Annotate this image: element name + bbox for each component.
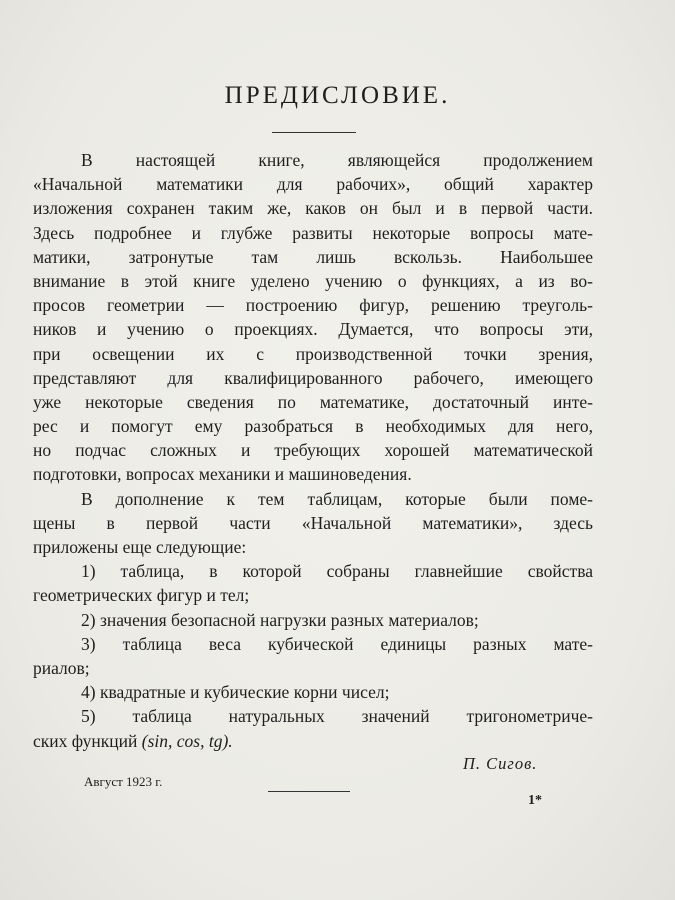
text-line: представляют для квалифицированного рабочего, имеющего: [33, 367, 593, 388]
preface-body: [33, 148, 593, 753]
text-line: Здесь подробнее и глубже развиты некоторые вопросы мате-: [33, 222, 593, 243]
text-line: 1) таблица, в которой собраны главнейшие свойства: [81, 561, 593, 582]
text-line: 2) значения безопасной нагрузки разных материалов;: [81, 609, 479, 630]
function-list: (sin, cos, tg).: [141, 730, 233, 751]
paragraph: [33, 559, 593, 607]
text-line: риалов;: [33, 657, 90, 678]
text-line: подготовки, вопросах механики и машиноведения.: [33, 464, 412, 485]
paragraph: [33, 608, 593, 632]
title-divider: [272, 132, 356, 133]
text-line: В настоящей книге, являющейся продолжением: [81, 150, 593, 170]
text-line: рес и помогут ему разобраться в необходимых для него,: [33, 416, 593, 437]
text-line: 5) таблица натуральных значений тригонометриче-: [81, 706, 593, 727]
page-signature-mark: 1*: [528, 793, 542, 808]
text-line: щены в первой части «Начальной математики», здесь: [33, 512, 593, 533]
paragraph: [33, 704, 593, 752]
text-line: просов геометрии — построению фигур, решению треуголь-: [33, 295, 593, 316]
text-line: при освещении их с производственной точки зрения,: [33, 343, 593, 364]
date-line: Август 1923 г.: [84, 774, 163, 789]
author-signature: П. Сигов.: [463, 754, 538, 773]
text-line: изложения сохранен таким же, каков он был и в первой части.: [33, 198, 593, 219]
date-divider: [268, 791, 350, 792]
text-line: 4) квадратные и кубические корни чисел;: [81, 682, 390, 703]
text-line: 3) таблица веса кубической единицы разных мате-: [81, 633, 593, 654]
text-line: но подчас сложных и требующих хорошей математической: [33, 440, 593, 461]
text-line: ников и учению о проекциях. Думается, что вопросы эти,: [33, 319, 593, 340]
text-line: геометрических фигур и тел;: [33, 585, 250, 606]
text-line: «Начальной математики для рабочих», общий характер: [33, 174, 593, 195]
paragraph: [33, 680, 593, 704]
page-title: ПРЕДИСЛОВИЕ.: [224, 82, 451, 109]
text-line: матики, затронутые там лишь вскользь. Наибольшее: [33, 246, 593, 267]
text-line: [33, 729, 593, 753]
paragraph: [33, 148, 593, 487]
paragraph: [33, 487, 593, 560]
text-line: уже некоторые сведения по математике, достаточный инте-: [33, 391, 593, 412]
text-line: внимание в этой книге уделено учению о функциях, а из во-: [33, 270, 593, 291]
paragraph: [33, 632, 593, 680]
text-fragment: ских функций: [33, 730, 138, 751]
text-line: В дополнение к тем таблицам, которые были поме-: [81, 488, 593, 509]
text-line: приложены еще следующие:: [33, 537, 247, 557]
